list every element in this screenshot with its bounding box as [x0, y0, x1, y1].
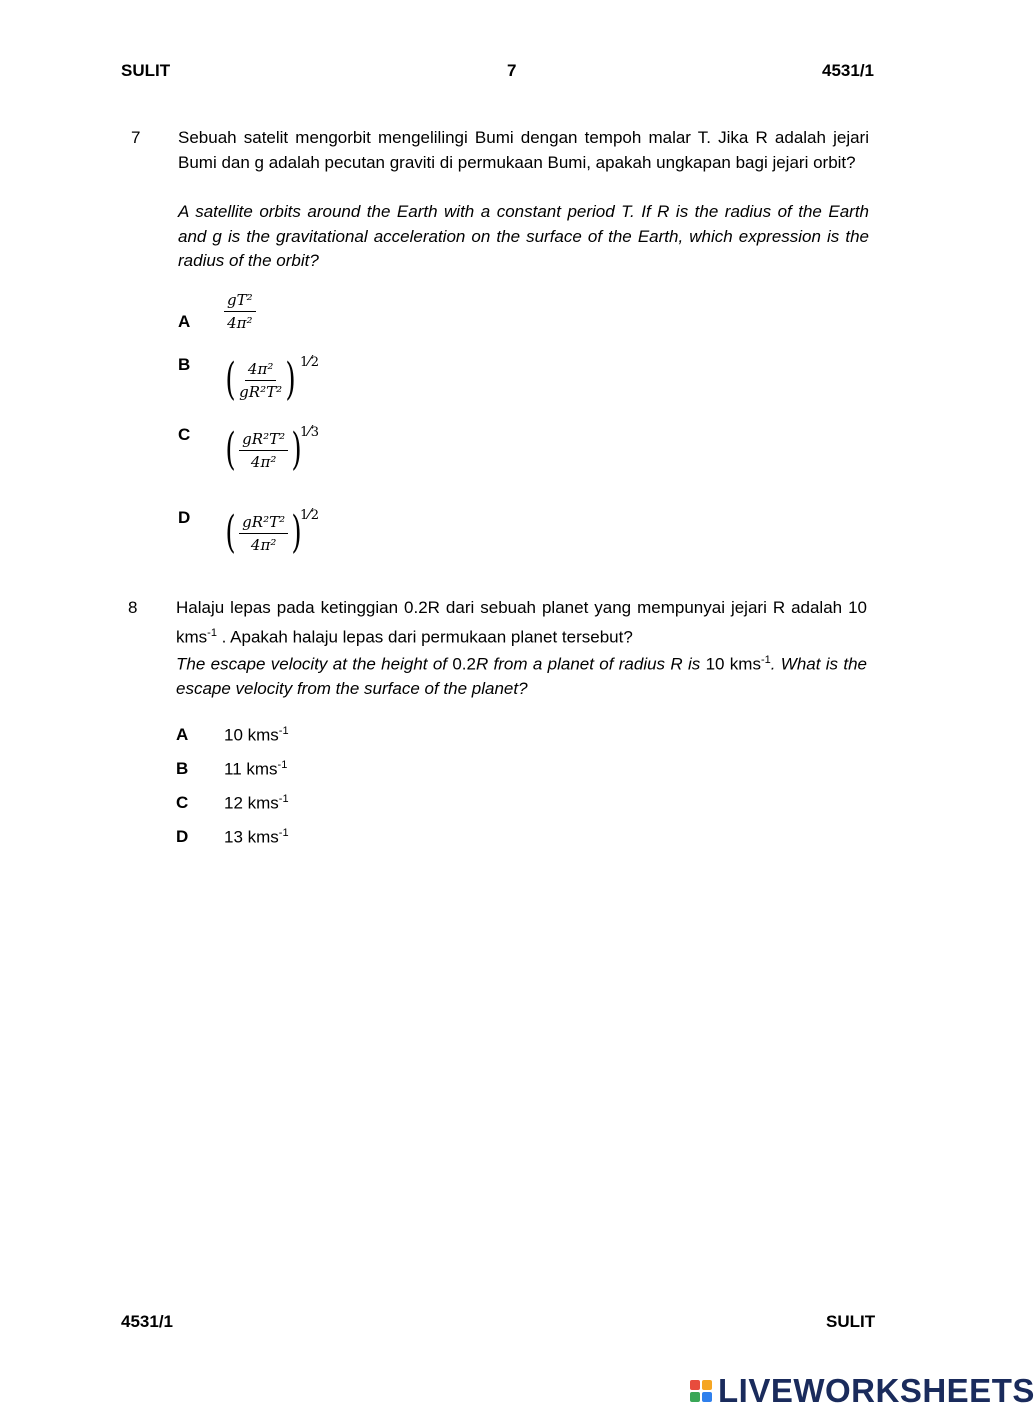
question-7-number: 7 — [131, 128, 141, 147]
q8-option-c-value[interactable] — [224, 793, 289, 814]
exponent-numerator: 1 — [300, 425, 309, 440]
q8-english-superscript: -1 — [760, 654, 771, 666]
fraction — [239, 513, 288, 554]
answer-text: 13 kms — [224, 827, 279, 847]
q7-option-c-expression[interactable] — [222, 422, 320, 475]
denominator: 4π² — [250, 535, 277, 554]
exponent-numerator: 1 — [300, 508, 309, 523]
q8-english-value-2: 10 kms — [705, 654, 761, 674]
q8-english-part-2: R from a planet of radius R is — [475, 654, 706, 674]
answer-text: 11 kms — [224, 759, 278, 779]
logo-square-green — [690, 1392, 700, 1402]
question-7-text-english: A satellite orbits around the Earth with a constant period T. If R is the radius of the Earth and g is the gravitational acceleration on the surface of the Earth, which expression is the radius of the orbit? — [178, 202, 869, 270]
q8-option-d-letter[interactable]: D — [176, 827, 189, 846]
q8-option-c-letter[interactable]: C — [176, 793, 189, 812]
answer-superscript: -1 — [278, 725, 289, 737]
denominator: 4π² — [250, 452, 277, 471]
q7-option-b-expression[interactable] — [222, 352, 320, 405]
footer-paper-code: 4531/1 — [121, 1312, 173, 1331]
header-paper-code: 4531/1 — [822, 61, 874, 80]
right-paren: ) — [291, 424, 302, 475]
logo-squares-icon — [690, 1380, 712, 1402]
q7-option-d-expression[interactable] — [222, 505, 320, 558]
right-paren: ) — [291, 507, 302, 558]
denominator: 4π² — [227, 314, 253, 332]
numerator: gR²T² — [239, 430, 288, 451]
q7-option-b-letter[interactable]: B — [178, 355, 191, 374]
page-number: 7 — [507, 61, 517, 80]
exponent-denominator: 2 — [310, 355, 320, 370]
footer-sulit: SULIT — [826, 1312, 876, 1331]
fraction — [224, 291, 256, 332]
question-8-text-english — [176, 648, 867, 702]
fraction — [239, 360, 282, 401]
q7-option-c-letter[interactable]: C — [178, 425, 191, 444]
q8-option-b-letter[interactable]: B — [176, 759, 189, 778]
q8-malay-main: Halaju lepas pada ketinggian 0.2R dari sebuah planet yang mempunyai jejari R adalah 10 kms — [176, 598, 867, 647]
exponent: 1⁄2 — [300, 352, 320, 370]
logo-text: LIVEWORKSHEETS — [718, 1372, 1035, 1409]
numerator: 4π² — [245, 360, 276, 381]
question-8-number: 8 — [128, 598, 138, 617]
q7-option-d-letter[interactable]: D — [178, 508, 191, 527]
q8-malay-superscript: -1 — [207, 626, 217, 639]
left-paren: ( — [225, 507, 236, 558]
liveworksheets-logo[interactable] — [690, 1372, 1035, 1410]
header-sulit: SULIT — [121, 61, 171, 80]
q8-option-d-value[interactable] — [224, 827, 289, 848]
q8-malay-tail: . Apakah halaju lepas dari permukaan planet tersebut? — [216, 627, 633, 647]
fraction — [239, 430, 288, 471]
answer-superscript: -1 — [278, 793, 289, 805]
exponent: 1⁄3 — [300, 422, 320, 440]
q8-english-value-1: 0.2 — [452, 654, 476, 674]
left-paren: ( — [225, 424, 236, 475]
exponent-numerator: 1 — [300, 355, 309, 370]
question-8-text-malay — [176, 596, 867, 650]
numerator: gR²T² — [239, 513, 288, 534]
logo-square-blue — [702, 1392, 712, 1402]
exponent: 1⁄2 — [300, 505, 320, 523]
exponent-denominator: 3 — [310, 425, 320, 440]
question-7-text-malay: Sebuah satelit mengorbit mengelilingi Bumi dengan tempoh malar T. Jika R adalah jejari Bumi dan g adalah pecutan graviti di permukaan Bumi, apakah ungkapan bagi jejari orbit? — [178, 128, 869, 172]
denominator: gR²T² — [239, 382, 283, 401]
numerator: gT² — [224, 291, 256, 312]
logo-square-red — [690, 1380, 700, 1390]
q7-option-a-expression[interactable] — [224, 291, 256, 332]
q8-option-b-value[interactable] — [224, 759, 287, 780]
q8-option-a-letter[interactable]: A — [176, 725, 189, 744]
answer-superscript: -1 — [277, 759, 288, 771]
answer-text: 12 kms — [224, 793, 279, 813]
q8-option-a-value[interactable] — [224, 725, 289, 746]
q7-option-a-letter[interactable]: A — [178, 312, 191, 331]
answer-superscript: -1 — [278, 827, 289, 839]
logo-square-orange — [702, 1380, 712, 1390]
answer-text: 10 kms — [224, 725, 279, 745]
right-paren: ) — [285, 354, 296, 405]
q8-english-part-3: . What is the escape velocity from the surface of the planet? — [176, 654, 867, 699]
q8-english-part-1: The escape velocity at the height of — [176, 654, 453, 674]
left-paren: ( — [225, 354, 236, 405]
exponent-denominator: 2 — [310, 508, 320, 523]
